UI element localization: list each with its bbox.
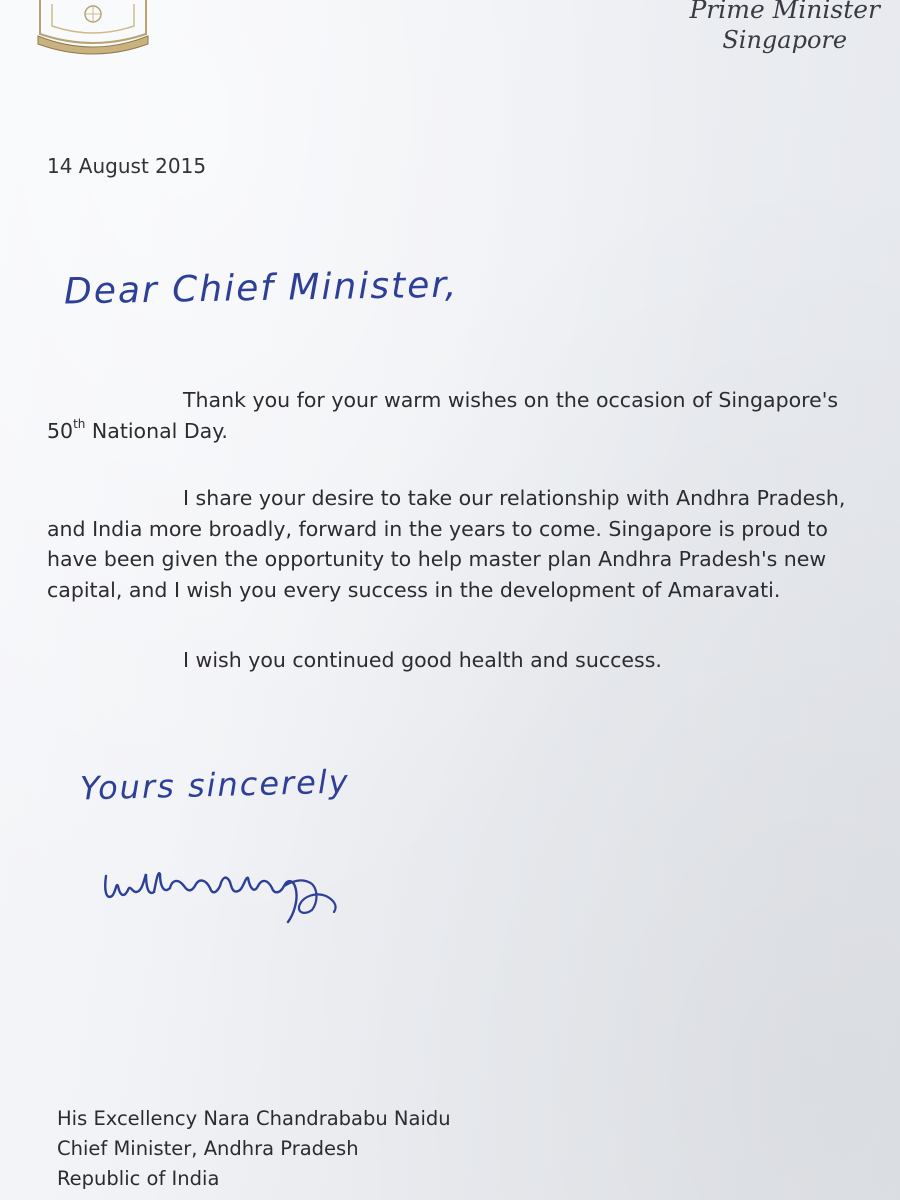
ordinal-suffix: th	[73, 416, 86, 431]
addressee-block	[57, 1104, 451, 1194]
national-day-number: 50	[47, 418, 74, 443]
paragraph-2-line-2: and India more broadly, forward in the years to come. Singapore is proud to	[47, 516, 828, 541]
paragraph-2-line-4: capital, and I wish you every success in the development of Amaravati.	[47, 577, 781, 602]
paragraph-2-line-3: have been given the opportunity to help master plan Andhra Pradesh's new	[47, 547, 827, 571]
salutation: Dear Chief Minister,	[63, 264, 459, 313]
paragraph-1	[47, 385, 877, 446]
paragraph-3-text: I wish you continued good health and success.	[183, 648, 662, 672]
closing: Yours sincerely	[79, 762, 351, 808]
addressee-title: Chief Minister, Andhra Pradesh	[57, 1137, 359, 1160]
letter-date: 14 August 2015	[47, 154, 207, 178]
paragraph-2	[47, 483, 877, 605]
letterhead-line-1: Prime Minister	[689, 0, 880, 24]
paragraph-1-text: Thank you for your warm wishes on the occasion of Singapore's	[183, 388, 839, 412]
handwritten-signature	[98, 856, 388, 936]
addressee-country: Republic of India	[57, 1167, 220, 1190]
paragraph-2-line-1-text: I share your desire to take our relationship with Andhra Pradesh,	[183, 486, 846, 510]
letterhead-line-2: Singapore	[722, 26, 848, 55]
paragraph-3	[47, 645, 877, 676]
national-day-text: National Day.	[85, 418, 228, 443]
addressee-name: His Excellency Nara Chandrababu Naidu	[57, 1107, 451, 1130]
paragraph-1-line-2	[47, 416, 877, 447]
crest-icon	[30, 0, 156, 60]
paragraph-2-line-1	[47, 483, 877, 514]
letterhead-title	[689, 0, 880, 55]
paragraph-1-line-1	[47, 385, 877, 416]
